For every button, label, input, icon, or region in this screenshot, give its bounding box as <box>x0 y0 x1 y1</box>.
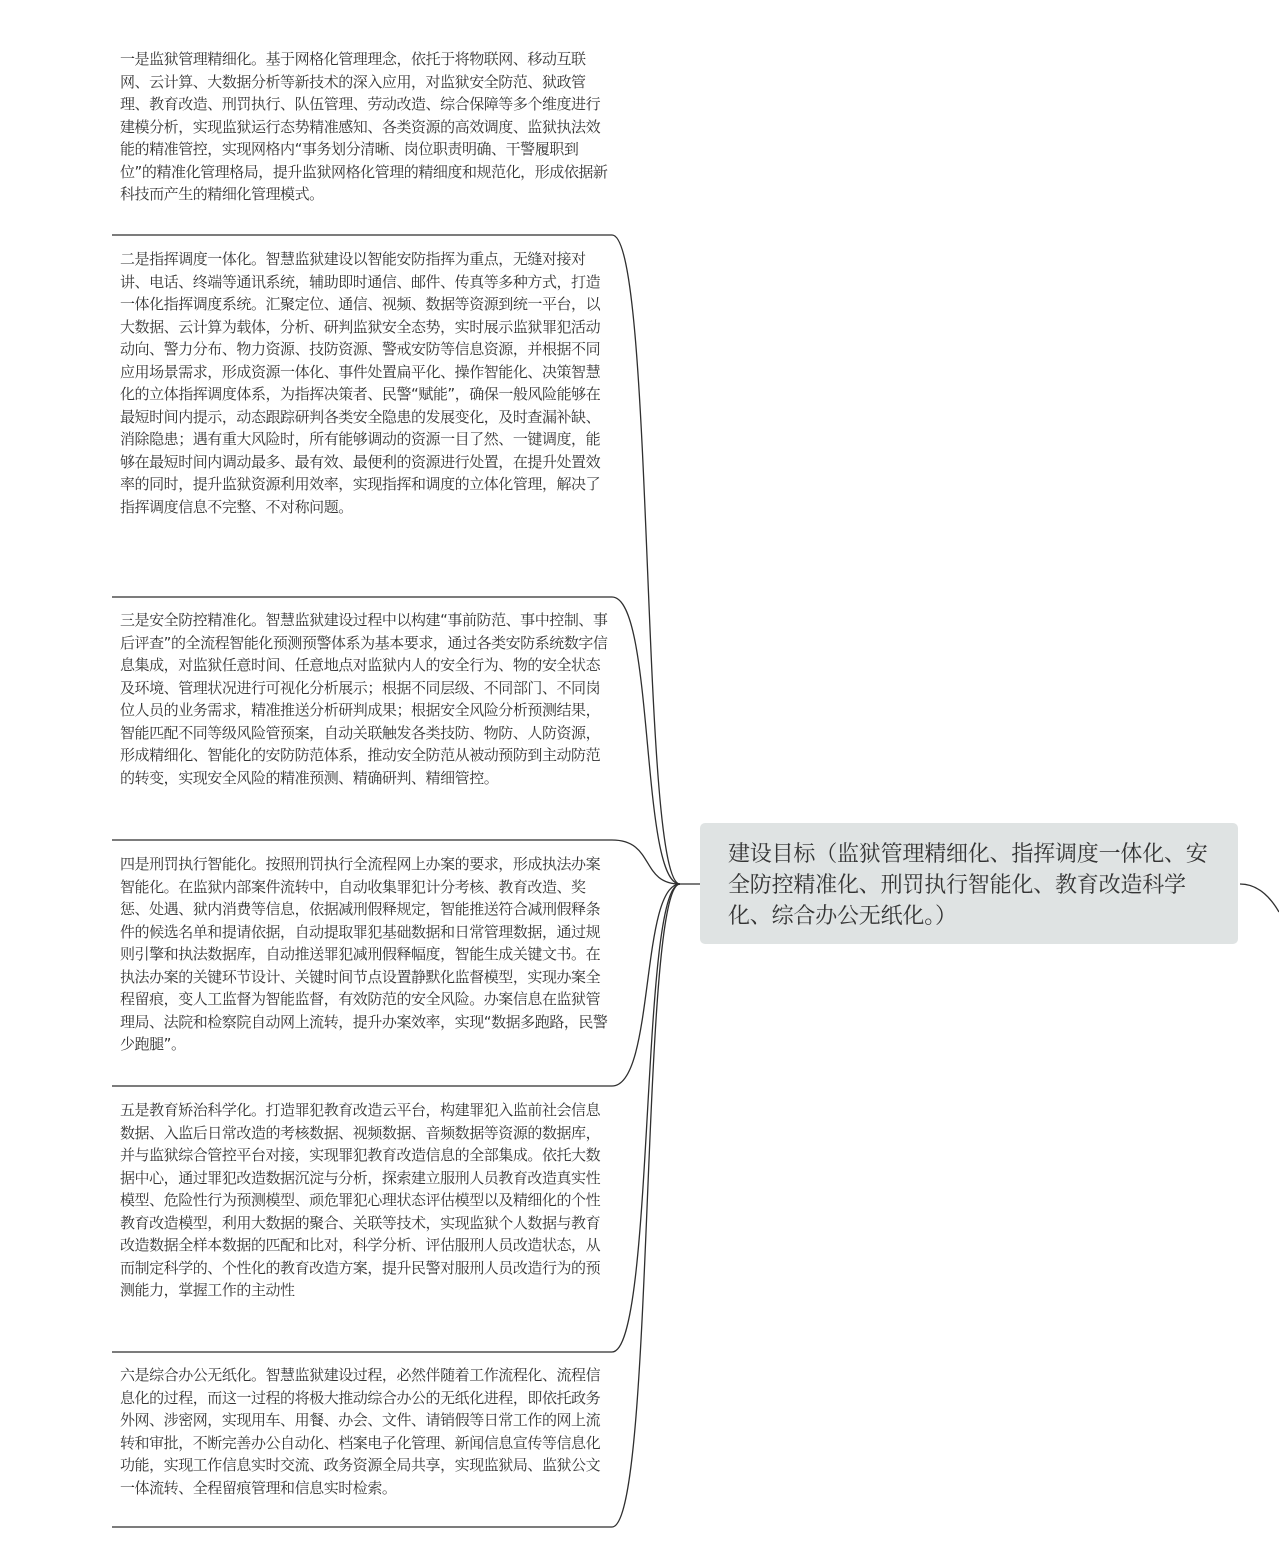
root-node-label: 建设目标（监狱管理精细化、指挥调度一体化、安全防控精准化、刑罚执行智能化、教育改造科学化、综合办公无纸化。） <box>728 842 1208 929</box>
branch-2-text: 二是指挥调度一体化。智慧监狱建设以智能安防指挥为重点，无缝对接对讲、电话、终端等通讯系统，辅助即时通信、邮件、传真等多种方式，打造一体化指挥调度系统。汇聚定位、通信、视频、数据等资源到统一平台，以大数据、云计算为载体，分析、研判监狱安全态势，实时展示监狱罪犯活动动向、警力分布、物力资源、技防资源、警戒安防等信息资源，并根据不同应用场景需求，形成资源一体化、事件处置扁平化、操作智能化、决策智慧化的立体指挥调度体系，为指挥决策者、民警“赋能”，确保一般风险能够在最短时间内提示，动态跟踪研判各类安全隐患的发展变化，及时查漏补缺、消除隐患；遇有重大风险时，所有能够调动的资源一目了然、一键调度，能够在最短时间内调动最多、最有效、最便利的资源进行处置，在提升处置效率的同时，提升监狱资源利用效率，实现指挥和调度的立体化管理，解决了指挥调度信息不完整、不对称问题。 <box>120 250 601 516</box>
branch-4-text: 四是刑罚执行智能化。按照刑罚执行全流程网上办案的要求，形成执法办案智能化。在监狱内部案件流转中，自动收集罪犯计分考核、教育改造、奖惩、处遇、狱内消费等信息，依据减刑假释规定，智能推送符合减刑假释条件的候选名单和提请依据，自动提取罪犯基础数据和日常管理数据，通过规则引擎和执法数据库，自动推送罪犯减刑假释幅度，智能生成关键文书。在执法办案的关键环节设计、关键时间节点设置静默化监督模型，实现办案全程留痕，变人工监督为智能监督，有效防范的安全风险。办案信息在监狱管理局、法院和检察院自动网上流转，提升办案效率，实现“数据多跑路，民警少跑腿”。 <box>120 855 608 1053</box>
branch-5-text: 五是教育矫治科学化。打造罪犯教育改造云平台，构建罪犯入监前社会信息数据、入监后日常改造的考核数据、视频数据、音频数据等资源的数据库，并与监狱综合管控平台对接，实现罪犯教育改造信息的全部集成。依托大数据中心，通过罪犯改造数据沉淀与分析，探索建立服刑人员教育改造真实性模型、危险性行为预测模型、顽危罪犯心理状态评估模型以及精细化的个性教育改造模型，利用大数据的聚合、关联等技术，实现监狱个人数据与教育改造数据全样本数据的匹配和比对，科学分析、评估服刑人员改造状态，从而制定科学的、个性化的教育改造方案，提升民警对服刑人员改造行为的预测能力，掌握工作的主动性 <box>120 1101 601 1299</box>
root-node[interactable] <box>700 823 1238 944</box>
branch-6-text: 六是综合办公无纸化。智慧监狱建设过程，必然伴随着工作流程化、流程信息化的过程，而这一过程的将极大推动综合办公的无纸化进程，即依托政务外网、涉密网，实现用车、用餐、办会、文件、请销假等日常工作的网上流转和审批，不断完善办公自动化、档案电子化管理、新闻信息宣传等信息化功能，实现工作信息实时交流、政务资源全局共享，实现监狱局、监狱公文一体流转、全程留痕管理和信息实时检索。 <box>120 1366 601 1497</box>
branch-3-text: 三是安全防控精准化。智慧监狱建设过程中以构建“事前防范、事中控制、事后评查”的全流程智能化预测预警体系为基本要求，通过各类安防系统数字信息集成，对监狱任意时间、任意地点对监狱内人的安全行为、物的安全状态及环境、管理状况进行可视化分析展示；根据不同层级、不同部门、不同岗位人员的业务需求，精准推送分析研判成果；根据安全风险分析预测结果，智能匹配不同等级风险管预案，自动关联触发各类技防、物防、人防资源，形成精细化、智能化的安防防范体系，推动安全防范从被动预防到主动防范的转变，实现安全风险的精准预测、精确研判、精细管控。 <box>120 611 608 787</box>
right-branch-stub <box>1240 884 1279 912</box>
branch-1-text: 一是监狱管理精细化。基于网格化管理理念，依托于将物联网、移动互联网、云计算、大数据分析等新技术的深入应用，对监狱安全防范、狱政管理、教育改造、刑罚执行、队伍管理、劳动改造、综合保障等多个维度进行建模分析，实现监狱运行态势精准感知、各类资源的高效调度、监狱执法效能的精准管控，实现网格内“事务划分清晰、岗位职责明确、干警履职到位”的精准化管理格局，提升监狱网格化管理的精细度和规范化，形成依据新科技而产生的精细化管理模式。 <box>120 50 608 203</box>
